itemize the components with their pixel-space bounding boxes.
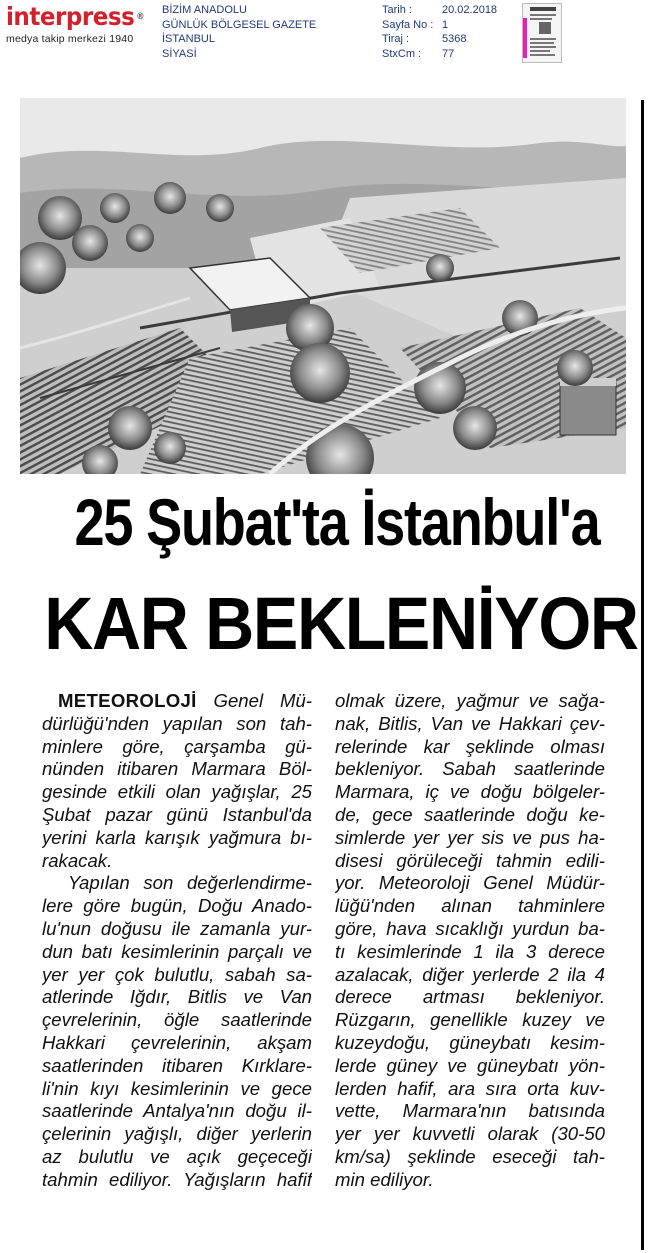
body-line: yer yer kuvvetli olarak (30-50 xyxy=(335,1123,605,1145)
body-line: olmak üzere, yağmur ve sağa- xyxy=(335,690,605,711)
body-line: lüğü'nden alınan tahminlere xyxy=(335,895,605,917)
headline-line-2: KAR BEKLENİYOR xyxy=(44,582,638,665)
body-line: li'nin kıyı kesimlerinin ve gece xyxy=(42,1077,312,1099)
lead-word: METEOROLOJİ xyxy=(58,690,197,711)
clipping-meta xyxy=(382,3,497,61)
body-line: Şubat pazar günü Istanbul'da xyxy=(42,803,312,825)
body-line: yer yer çok bulutlu, sabah sa- xyxy=(42,963,312,985)
logo-wordmark: interpress xyxy=(6,2,135,31)
column-rule xyxy=(641,100,644,1250)
publication-info xyxy=(162,3,316,61)
body-line: lerde güney ve güneybatı yön- xyxy=(335,1054,605,1076)
body-line: dürlüğü'nden yapılan son tah- xyxy=(42,712,312,734)
interpress-logo xyxy=(6,4,154,45)
body-line: çelerinin yağışlı, diğer yerlerin xyxy=(42,1123,312,1145)
body-line: vette, Marmara'nın batısında xyxy=(335,1100,605,1122)
body-line: bekleniyor. Sabah saatlerinde xyxy=(335,758,605,780)
body-line: nak, Bitlis, Van ve Hakkari çev- xyxy=(335,712,605,734)
body-line: saatlerinden itibaren Kırklare- xyxy=(42,1054,312,1076)
publication-name: BİZİM ANADOLU xyxy=(162,4,247,16)
body-line: min ediliyor. xyxy=(335,1168,434,1190)
body-line: göre, hava sıcaklığı yurdun ba- xyxy=(335,917,605,939)
body-line: atlerinde Iğdır, Bitlis ve Van xyxy=(42,986,312,1008)
body-line: gesinde etkili olan yağışlar, 25 xyxy=(42,781,312,803)
publication-category: SİYASİ xyxy=(162,47,197,60)
body-line: yerini karla karışık yağmura bı- xyxy=(42,826,312,848)
body-line: Marmara, iç ve doğu bölgeler- xyxy=(335,781,605,803)
registered-mark: ® xyxy=(136,12,145,22)
body-line: simlerde yer yer sis ve pus ha- xyxy=(335,826,605,848)
body-line: kuzeydoğu, güneybatı kesim- xyxy=(335,1031,605,1053)
body-line: nünden itibaren Marmara Böl- xyxy=(42,758,312,780)
headline-line-1: 25 Şubat'ta İstanbul'a xyxy=(74,485,600,559)
aerial-photo xyxy=(20,98,626,474)
body-line: tı kesimlerinde 1 ila 3 derece xyxy=(335,940,605,962)
body-line: dun batı kesimlerinin parçalı ve xyxy=(42,940,312,962)
body-line: lerden hafif, ara sıra orta kuv- xyxy=(335,1077,605,1099)
body-line: lere göre bugün, Doğu Anado- xyxy=(42,895,312,917)
page-thumbnail xyxy=(522,3,562,63)
body-line: rakacak. xyxy=(42,849,113,871)
publication-city: İSTANBUL xyxy=(162,33,215,45)
body-line: Hakkari çevrelerinin, akşam xyxy=(42,1031,312,1053)
body-line: lu'nun doğusu ile zamanla yur- xyxy=(42,917,312,939)
body-line: saatlerinde Antalya'nın doğu il- xyxy=(42,1100,312,1122)
body-line: minlere göre, çarşamba gü- xyxy=(42,735,312,757)
body-line: Rüzgarın, genellikle kuzey ve xyxy=(335,1009,605,1031)
aerial-landscape-image xyxy=(20,98,626,474)
meta-page: Sayfa No : 1 xyxy=(382,18,449,31)
body-line: az bulutlu ve açık geçeceği xyxy=(42,1145,312,1167)
publication-type: GÜNLÜK BÖLGESEL GAZETE xyxy=(162,18,317,31)
meta-stxcm: StxCm : 77 xyxy=(382,47,455,60)
body-line: Yapılan son değerlendirme- xyxy=(68,872,312,894)
body-line: relerinde kar şeklinde olması xyxy=(335,735,605,757)
meta-date: Tarih : 20.02.2018 xyxy=(382,4,498,16)
body-line: disesi görüleceği tahmin edili- xyxy=(335,849,605,871)
body-line: azalacak, diğer yerlerde 2 ila 4 xyxy=(335,963,605,985)
article-column-left xyxy=(42,690,312,1192)
meta-circulation: Tiraj : 5368 xyxy=(382,33,467,45)
body-line: METEOROLOJİ Genel Mü- xyxy=(58,690,312,711)
article-column-right xyxy=(335,690,605,1192)
logo-tagline: medya takip merkezi 1940 xyxy=(6,33,134,45)
body-line: de, gece saatlerinde doğu ke- xyxy=(335,803,605,825)
body-line: çevrelerinin, öğle saatlerinde xyxy=(42,1009,312,1031)
body-line: km/sa) şeklinde eseceği tah- xyxy=(335,1145,605,1167)
body-line: yor. Meteoroloji Genel Müdür- xyxy=(335,872,605,894)
body-line: tahmin ediliyor. Yağışların hafif xyxy=(42,1168,312,1190)
body-line: derece artması bekleniyor. xyxy=(335,986,605,1008)
